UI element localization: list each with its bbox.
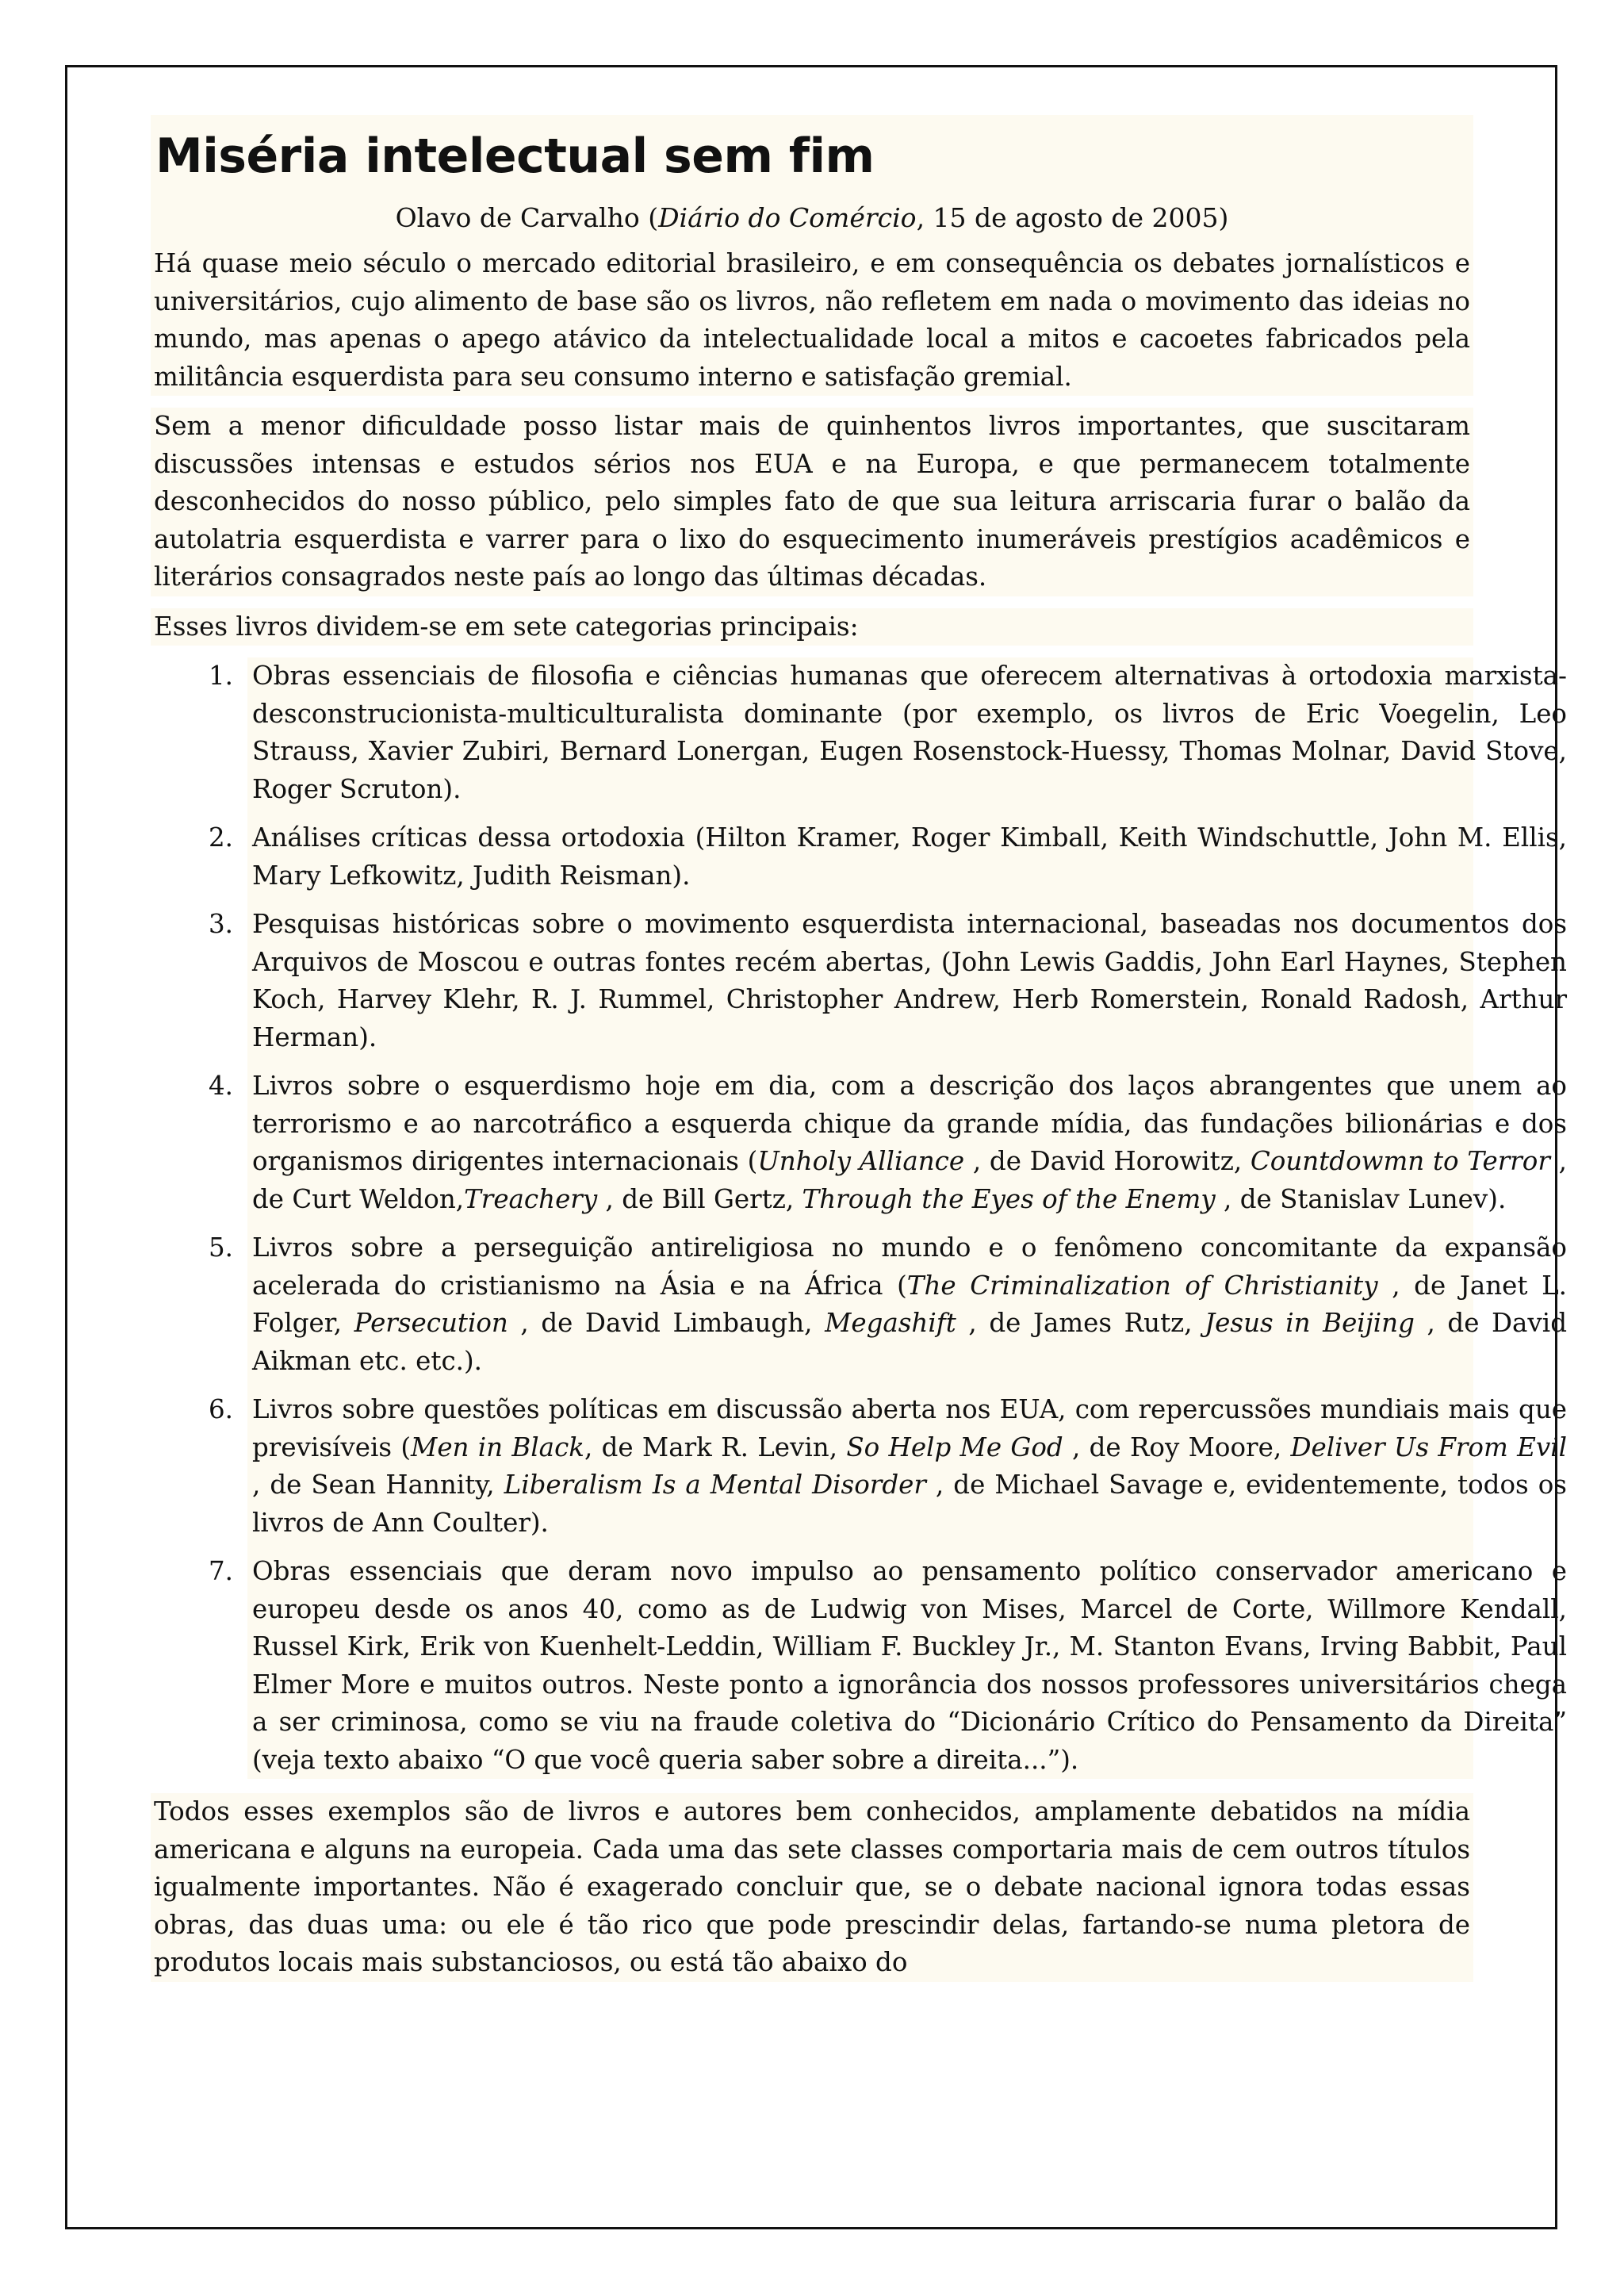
- book-title: Men in Black: [411, 1432, 584, 1462]
- text-segment: , de David Horowitz,: [964, 1146, 1251, 1176]
- book-title: So Help Me God: [846, 1432, 1063, 1462]
- list-item-text: [252, 1553, 1567, 1779]
- list-item-text: [252, 1068, 1567, 1218]
- text-segment: , de James Rutz,: [956, 1308, 1205, 1338]
- text-segment: Pesquisas históricas sobre o movimento esquerdista internacional, baseadas nos documentos dos Arquivos de Moscou e outras fontes recém abertas, (John Lewis Gaddis, John Earl Haynes, Stephen Koch, Harvey Klehr, R. J. Rummel, Christopher Andrew, Herb Romerstein, Ronald Radosh, Arthur Herman).: [252, 909, 1567, 1052]
- text-segment: Livros sobre o esquerdismo hoje em dia, com a descrição dos laços abrangentes que unem ao terrorismo e ao narcotráfico a esquerda chique da grande mídia, das fundações bilionárias e dos organismos dirigentes internacionais (: [252, 1071, 1567, 1176]
- intro-block: [151, 245, 1473, 396]
- paragraph: Esses livros dividem-se em sete categorias principais:: [154, 611, 859, 642]
- category-list: [208, 657, 1570, 1779]
- list-item-text: [252, 906, 1567, 1056]
- list-item: [208, 1553, 1570, 1779]
- text-segment: , de David Aikman etc. etc.).: [252, 1308, 1567, 1376]
- text-segment: Obras essenciais de filosofia e ciências humanas que oferecem alternativas à ortodoxia marxista-desconstrucionista-multiculturalista dominante (por exemplo, os livros de Eric Voegelin, Leo Strauss, Xavier Zubiri, Bernard Lonergan, Eugen Rosenstock-Huessy, Thomas Molnar, David Stove, Roger Scruton).: [252, 661, 1567, 804]
- paragraph: Há quase meio século o mercado editorial brasileiro, e em consequência os debates jornalísticos e universitários, cujo alimento de base são os livros, não refletem em nada o movimento das ideias no mundo, mas apenas o apego atávico da intelectualidade local a mitos e cacoetes fabricados pela militância esquerdista para seu consumo interno e satisfação gremial.: [154, 248, 1470, 392]
- list-item: [208, 1229, 1570, 1380]
- list-number: 7.: [208, 1556, 233, 1586]
- paragraph: Sem a menor dificuldade posso listar mais de quinhentos livros importantes, que suscitaram discussões intensas e estudos sérios nos EUA e na Europa, e que permanecem totalmente desconhecidos do nosso público, pelo simples fato de que sua leitura arriscaria furar o balão da autolatria esquerdista e varrer para o lixo do esquecimento inumeráveis prestígios acadêmicos e literários consagrados neste país ao longo das últimas décadas.: [154, 411, 1470, 592]
- text-segment: , de Mark R. Levin,: [584, 1432, 847, 1462]
- byline: [151, 197, 1473, 245]
- text-segment: , de Roy Moore,: [1063, 1432, 1291, 1462]
- list-number: 6.: [208, 1394, 233, 1424]
- book-title: Liberalism Is a Mental Disorder: [504, 1470, 926, 1500]
- text-segment: , de Bill Gertz,: [597, 1183, 802, 1214]
- article: [151, 115, 1567, 1994]
- text-segment: , de Janet L. Folger,: [252, 1270, 1567, 1338]
- intro-block: [151, 608, 1473, 646]
- article-title: Miséria intelectual sem fim: [155, 128, 875, 184]
- list-number: 3.: [208, 909, 233, 939]
- byline-author: Olavo de Carvalho (: [395, 202, 659, 233]
- list-number: 1.: [208, 661, 233, 691]
- book-title: The Criminalization of Christianity: [906, 1270, 1378, 1301]
- list-item: [208, 657, 1570, 808]
- article-header: [151, 115, 1473, 245]
- list-item: [208, 819, 1570, 895]
- book-title: Countdowmn to Terror: [1250, 1146, 1550, 1176]
- list-item: [208, 906, 1570, 1056]
- text-segment: Análises críticas dessa ortodoxia (Hilton Kramer, Roger Kimball, Keith Windschuttle, John M. Ellis, Mary Lefkowitz, Judith Reisman).: [252, 822, 1567, 891]
- byline-source: Diário do Comércio: [658, 202, 917, 233]
- list-item-text: [252, 1391, 1567, 1542]
- text-segment: , de Stanislav Lunev).: [1215, 1183, 1507, 1214]
- closing-paragraph: Todos esses exemplos são de livros e autores bem conhecidos, amplamente debatidos na mídia americana e alguns na europeia. Cada uma das sete classes comportaria mais de cem outros títulos igualmente importantes. Não é exagerado concluir que, se o debate nacional ignora todas essas obras, das duas uma: ou ele é tão rico que pode prescindir delas, fartando-se numa pletora de produtos locais mais substanciosos, ou está tão abaixo do: [154, 1796, 1470, 1977]
- text-segment: , de Curt Weldon,: [252, 1146, 1567, 1214]
- book-title: Deliver Us From Evil: [1290, 1432, 1567, 1462]
- book-title: Through the Eyes of the Enemy: [802, 1183, 1216, 1214]
- book-title: Megashift: [825, 1308, 956, 1338]
- text-segment: , de Sean Hannity,: [252, 1470, 504, 1500]
- text-segment: , de Michael Savage e, evidentemente, todos os livros de Ann Coulter).: [252, 1470, 1567, 1538]
- list-item-text: [252, 1229, 1567, 1380]
- book-title: Jesus in Beijing: [1205, 1308, 1415, 1338]
- intro-block: [151, 408, 1473, 596]
- closing-block: [151, 1793, 1473, 1982]
- list-number: 2.: [208, 822, 233, 853]
- list-item-text: [252, 819, 1567, 895]
- category-list-block: [208, 657, 1567, 1779]
- list-number: 5.: [208, 1232, 233, 1263]
- text-segment: Livros sobre questões políticas em discussão aberta nos EUA, com repercussões mundiais mais que previsíveis (: [252, 1394, 1567, 1462]
- book-title: Unholy Alliance: [757, 1146, 965, 1176]
- list-number: 4.: [208, 1071, 233, 1101]
- list-item-text: [252, 657, 1567, 808]
- text-segment: , de David Limbaugh,: [508, 1308, 825, 1338]
- list-item: [208, 1391, 1570, 1542]
- text-segment: Obras essenciais que deram novo impulso ao pensamento político conservador americano e europeu desde os anos 40, como as de Ludwig von Mises, Marcel de Corte, Willmore Kendall, Russel Kirk, Erik von Kuenhelt-Leddin, William F. Buckley Jr., M. Stanton Evans, Irving Babbit, Paul Elmer More e muitos outros. Neste ponto a ignorância dos nossos professores universitários chega a ser criminosa, como se viu na fraude coletiva do “Dicionário Crítico do Pensamento da Direita” (veja texto abaixo “O que você queria saber sobre a direita...”).: [252, 1556, 1567, 1775]
- book-title: Treachery: [464, 1183, 598, 1214]
- book-title: Persecution: [354, 1308, 508, 1338]
- byline-date: , 15 de agosto de 2005): [916, 202, 1229, 233]
- text-segment: Livros sobre a perseguição antireligiosa no mundo e o fenômeno concomitante da expansão acelerada do cristianismo na Ásia e na África (: [252, 1232, 1567, 1301]
- list-item: [208, 1068, 1570, 1218]
